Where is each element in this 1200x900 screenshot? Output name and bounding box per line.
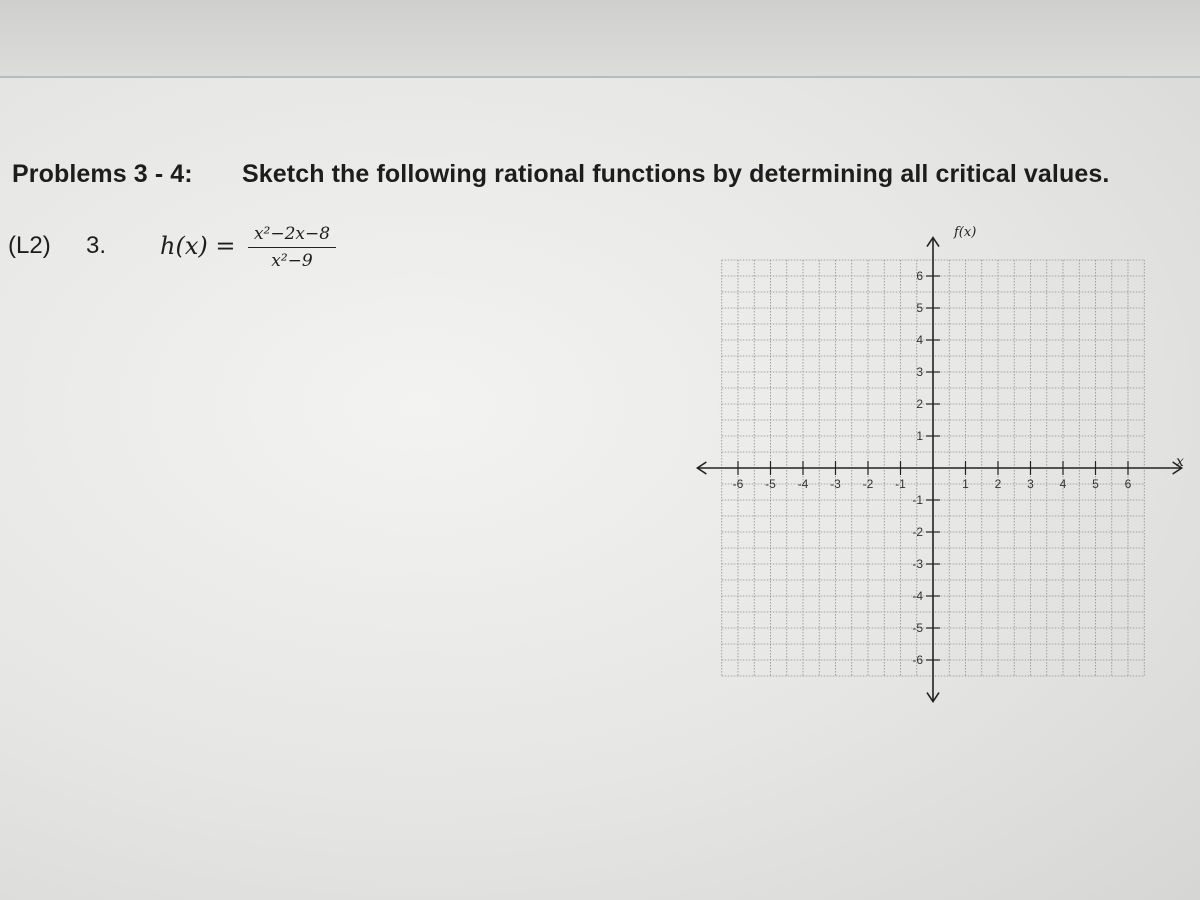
x-tick-label: 1 — [962, 477, 969, 491]
y-tick-label: 6 — [916, 269, 923, 283]
fraction-numerator: x²−2x−8 — [253, 224, 331, 244]
y-tick-label: -1 — [912, 493, 923, 507]
problem-number: 3. — [86, 232, 107, 259]
top-paper-edge — [0, 0, 1200, 78]
x-tick-label: 3 — [1027, 477, 1034, 491]
y-tick-label: 1 — [916, 429, 923, 443]
y-tick-label: 5 — [916, 301, 923, 315]
equals-sign: = — [215, 232, 236, 260]
problems-label: Problems 3 - 4: — [12, 160, 193, 188]
y-tick-label: 2 — [916, 397, 923, 411]
y-tick-label: -5 — [912, 621, 923, 635]
y-tick-label: -3 — [912, 557, 923, 571]
x-tick-label: 4 — [1059, 477, 1067, 491]
x-axis-label: x — [1176, 454, 1184, 470]
y-tick-label: 4 — [916, 333, 923, 347]
x-tick-label: -1 — [895, 477, 906, 491]
coordinate-plane[interactable] — [690, 220, 1200, 720]
fraction-denominator: x²−9 — [271, 251, 313, 271]
function-name: h(x) — [160, 232, 208, 260]
x-tick-label: -2 — [862, 477, 874, 491]
axes — [697, 238, 1181, 702]
x-tick-label: -6 — [732, 477, 744, 491]
y-tick-label: -4 — [912, 589, 923, 603]
fraction-bar — [248, 247, 336, 248]
y-axis-label: f(x) — [954, 225, 977, 240]
problem-level: (L2) — [8, 232, 51, 259]
x-tick-label: -3 — [830, 477, 841, 491]
function-fraction — [248, 224, 336, 271]
x-tick-label: -4 — [797, 477, 809, 491]
coordinate-grid[interactable] — [690, 220, 1200, 720]
y-tick-label: 3 — [916, 365, 923, 379]
x-tick-label: 5 — [1092, 477, 1099, 491]
x-tick-label: 2 — [994, 477, 1002, 491]
x-tick-label: -5 — [765, 477, 776, 491]
y-tick-label: -2 — [912, 525, 923, 539]
y-tick-label: -6 — [912, 653, 923, 667]
x-tick-label: 6 — [1124, 477, 1132, 491]
function-definition — [160, 232, 235, 260]
instruction-text: Sketch the following rational functions by determining all critical values. — [242, 160, 1110, 188]
